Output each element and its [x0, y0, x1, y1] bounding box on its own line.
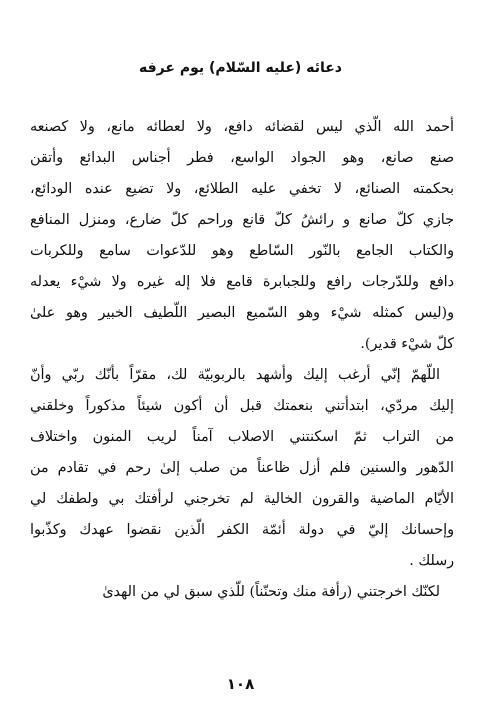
- text-line: كلّ شيْء قدير).: [360, 336, 454, 352]
- text-line: إليك مردّي، ابتدأتني بنعمتك قبل أن أكون شيئاً مذكوراً وخلقني: [30, 398, 454, 414]
- text-line: اللّهمّ إنّي أرغب إليك وأشهد بالربوبيّة لك، مقرّاً بأنّك ربّي وأنّ: [30, 367, 440, 383]
- page-title: دعائه (عليه السّلام) يوم عرفه: [139, 60, 342, 76]
- text-line: بحكمته الصنائع، لا تخفي عليه الطلائع، ولا تضيع عنده الودائع،: [30, 181, 454, 197]
- text-line: والكتاب الجامع بالنّور السّاطع وهو للدّعوات سامع وللكربات: [30, 243, 454, 259]
- text-line: الأيّام الماضية والقرون الخالية لم تخرجني لرأفتك بي ولطفك لي: [30, 491, 454, 507]
- body-text: [30, 112, 454, 608]
- page-number: ١٠٨: [226, 675, 255, 693]
- text-line: من التراب ثمّ اسكنتني الاصلاب آمناً لريب المنون واختلاف: [30, 429, 454, 445]
- text-line: أحمد الله الّذي ليس لقضائه دافع، ولا لعطائه مانع، ولا كصنعه: [30, 119, 454, 135]
- text-line: صنع صانع، وهو الجواد الواسع، فطر أجناس البدائع وأتقن: [30, 150, 454, 166]
- text-line: رسلك .: [409, 553, 454, 569]
- text-line: و(ليس كمثله شيْء وهو السّميع البصير اللّطيف الخبير وهو علىٰ: [30, 305, 454, 321]
- text-line: دافع وللدّرجات رافع وللجبابرة قامع فلا إله غيره ولا شيْء يعدله: [30, 274, 454, 290]
- text-line: وإحسانك إليّ في دولة أئمّة الكفر الّذين نقضوا عهدك وكذّبوا: [30, 522, 454, 538]
- text-line: الدّهور والسنين فلم أزل ظاعناً من صلب إلىٰ رحم في تقادم من: [30, 460, 454, 476]
- text-line: لكنّك اخرجتني (رأفة منك وتحنّناً) للّذي سبق لي من الهدىٰ: [102, 584, 440, 600]
- text-line: جازي كلّ صانع و رائشُ كلّ قانع وراحم كلّ ضارع، ومنزل المنافع: [30, 212, 454, 228]
